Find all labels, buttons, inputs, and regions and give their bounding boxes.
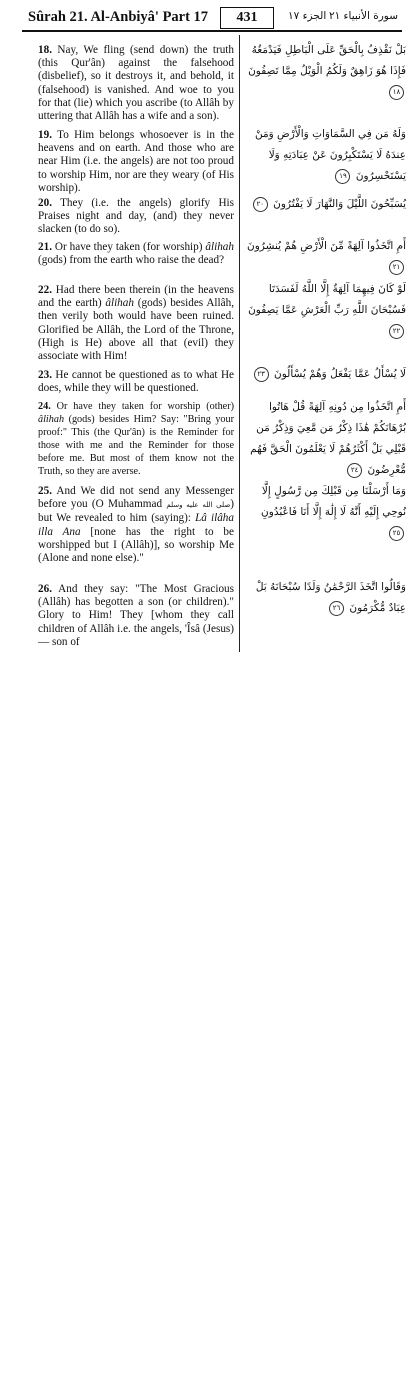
- ayah-number-marker: ٢٤: [347, 463, 362, 478]
- verse-21-en: 21. Or have they taken (for worship) âlihah (gods) from the earth who raise the dead?: [38, 241, 234, 267]
- verse-text: They (i.e. the angels) glorify His Praises night and day, (and) they never slacken (to do so).: [38, 197, 234, 236]
- arabic-text: بَلْ نَقْذِفُ بِالْحَقِّ عَلَى الْبَاطِلِ فَيَدْمَغُهُ فَإِذَا هُوَ زَاهِقٌ وَلَكُمُ الْوَيْلُ مِمَّا تَصِفُونَ: [248, 44, 406, 77]
- ayah-number-marker: ٢١: [389, 260, 404, 275]
- ayah-number-marker: ٢٦: [329, 601, 344, 616]
- verse-24-en: 24. Or have they taken for worship (other) âlihah (gods) besides Him? Say: "Bring your proof:" This (the Qur'ân) is the Reminder for those with me and the Reminder for those before me. But most of them know not the Truth, so they are averse.: [38, 401, 234, 477]
- verse-text: Nay, We fling (send down) the truth (this Qur'ân) against the falsehood (disbelief), so it destroys it, and behold, it (falsehood) is vanished. And woe to you for that (lie) which you ascribe (to Allâh by uttering that Allâh has a wife and a son).: [38, 44, 234, 123]
- page-number: 431: [220, 7, 274, 29]
- arabic-text: وَمَا أَرْسَلْنَا مِن قَبْلِكَ مِن رَّسُولٍ إِلَّا نُوحِي إِلَيْهِ أَنَّهُ لَا إِلَٰهَ إِلَّا أَنَا فَاعْبُدُونِ: [261, 485, 406, 518]
- column-divider: [239, 35, 240, 652]
- ayah-number-marker: ١٨: [389, 85, 404, 100]
- verse-number: 21.: [38, 241, 52, 253]
- verse-number: 25.: [38, 485, 52, 497]
- verse-26-ar: [246, 577, 406, 619]
- arabic-text: لَوْ كَانَ فِيهِمَا آلِهَةٌ إِلَّا اللَّهُ لَفَسَدَتَا فَسُبْحَانَ اللَّهِ رَبِّ الْعَرْشِ عَمَّا يَصِفُونَ: [248, 283, 406, 316]
- verse-text: To Him belongs whosoever is in the heavens and on earth. And those who are near Him (i.e. the angels) are not too proud to worship Him, nor are they weary (of His worship).: [38, 129, 234, 194]
- verse-25-ar: [246, 481, 406, 544]
- verse-23-ar: [246, 364, 406, 385]
- verse-22-en: 22. Had there been therein (in the heavens and the earth) âlihah (gods) besides Allâh, then verily both would have been ruined. Glorified be Allâh, the Lord of the Throne, (High is He) above all that (evil) they associate with Him!: [38, 284, 234, 363]
- verse-22-ar: [246, 279, 406, 342]
- part-title-ar: الجزء ١٧: [288, 10, 327, 22]
- verse-24-ar: [246, 397, 406, 481]
- arabic-text: وَقَالُوا اتَّخَذَ الرَّحْمَٰنُ وَلَدًا سُبْحَانَهُ بَلْ عِبَادٌ مُّكْرَمُونَ: [255, 581, 406, 614]
- verse-number: 20.: [38, 197, 52, 209]
- verse-number: 23.: [38, 369, 52, 381]
- arabic-text: لَا يُسْأَلُ عَمَّا يَفْعَلُ وَهُمْ يُسْأَلُونَ: [274, 368, 406, 380]
- surah-title-en: Sûrah 21. Al-Anbiyâ' Part 17: [28, 9, 209, 25]
- verse-number: 22.: [38, 284, 52, 296]
- arabic-text: أَمِ اتَّخَذُوا مِن دُونِهِ آلِهَةً قُلْ هَاتُوا بُرْهَانَكُمْ هَٰذَا ذِكْرُ مَن مَّعِيَ وَذِكْرُ مَن قَبْلِي بَلْ أَكْثَرُهُمْ لَا يَعْلَمُونَ الْحَقَّ فَهُم مُّعْرِضُونَ: [250, 401, 406, 476]
- transliteration: âlihah: [105, 297, 134, 310]
- verse-26-en: [38, 583, 234, 649]
- verse-19-en: [38, 129, 234, 195]
- ayah-number-marker: ٢٢: [389, 324, 404, 339]
- ayah-number-marker: ٢٣: [254, 367, 269, 382]
- arabic-text: وَلَهُ مَن فِي السَّمَاوَاتِ وَالْأَرْضِ وَمَنْ عِندَهُ لَا يَسْتَكْبِرُونَ عَنْ عِبَادَتِهِ وَلَا يَسْتَحْسِرُونَ: [254, 128, 406, 182]
- verse-text: And they say: "The Most Gracious (Allâh) has begotten a son (or children)." Glory to Him! They [whom they call children of Allâh i.e. the angels, 'Îsâ (Jesus) — son of: [38, 583, 234, 648]
- page-header: [22, 8, 402, 32]
- verse-21-ar: [246, 236, 406, 278]
- verse-number: 19.: [38, 129, 52, 141]
- transliteration: âlihah: [205, 241, 234, 253]
- transliteration: âlihah: [38, 414, 65, 425]
- ayah-number-marker: ٢٥: [389, 526, 404, 541]
- verse-number: 24.: [38, 401, 51, 412]
- ayah-number-marker: ١٩: [335, 169, 350, 184]
- arabic-text: أَمِ اتَّخَذُوا آلِهَةً مِّنَ الْأَرْضِ هُمْ يُنشِرُونَ: [247, 240, 406, 252]
- transliteration: Lâ ilâha illa Ana: [38, 512, 234, 538]
- surah-title-ar: سورة الأنبياء ٢١: [328, 10, 398, 22]
- verse-20-en: [38, 197, 234, 237]
- verse-number: 18.: [38, 44, 52, 56]
- verse-23-en: [38, 369, 234, 395]
- arabic-text: يُسَبِّحُونَ اللَّيْلَ وَالنَّهَارَ لَا يَفْتُرُونَ: [273, 198, 406, 210]
- verse-text: He cannot be questioned as to what He does, while they will be questioned.: [38, 369, 234, 395]
- ayah-number-marker: ٢٠: [253, 197, 268, 212]
- verse-25-en: 25. And We did not send any Messenger before you (O Muhammad صلى الله عليه وسلم) but We revealed to him (saying): Lâ ilâha illa Ana [none has the right to be worshipped but I (Allâh)], so worship Me (Alone and none else).": [38, 485, 234, 565]
- verse-18-ar: [246, 40, 406, 103]
- verse-18-en: [38, 44, 234, 123]
- verse-19-ar: [246, 124, 406, 187]
- verse-20-ar: [246, 194, 406, 215]
- blessing-glyph: صلى الله عليه وسلم: [166, 501, 231, 510]
- verse-number: 26.: [38, 583, 52, 595]
